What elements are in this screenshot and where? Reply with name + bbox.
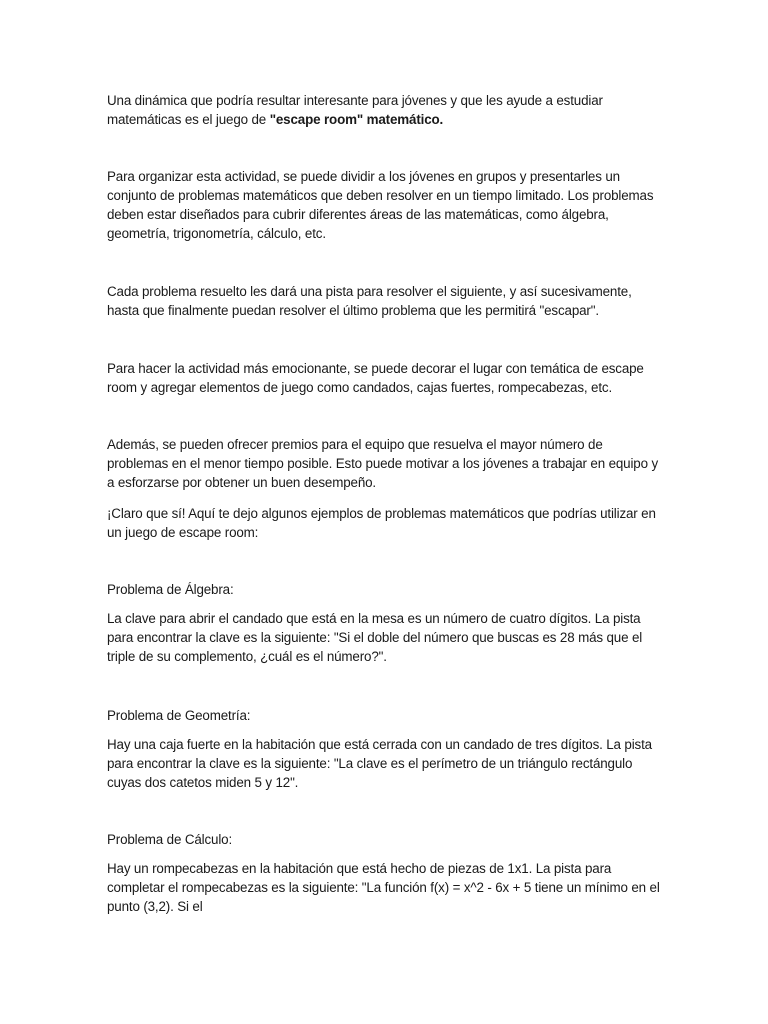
geometry-heading: Problema de Geometría: (107, 708, 251, 723)
intro-paragraph (107, 91, 667, 129)
algebra-heading: Problema de Álgebra: (107, 582, 234, 597)
intro-bold-term: "escape room" matemático. (269, 112, 444, 127)
intro-text: Una dinámica que podría resultar interesante para jóvenes y que les ayude a estudiar matemáticas es el juego de (107, 93, 603, 127)
examples-intro-paragraph: ¡Claro que sí! Aquí te dejo algunos ejemplos de problemas matemáticos que podrías utilizar en un juego de escape room: (107, 506, 656, 540)
geometry-body: Hay una caja fuerte en la habitación que está cerrada con un candado de tres dígitos. La pista para encontrar la clave es la siguiente: "La clave es el perímetro de un triángulo rectángulo cuyas dos catetos miden 5 y 12". (107, 737, 652, 790)
calculus-heading: Problema de Cálculo: (107, 832, 233, 847)
organize-paragraph: Para organizar esta actividad, se puede dividir a los jóvenes en grupos y presentarles un conjunto de problemas matemáticos que deben resolver en un tiempo limitado. Los problemas deben estar diseñados para cubrir diferentes áreas de las matemáticas, como álgebra, geometría, trigonometría, cálculo, etc. (107, 169, 654, 241)
algebra-body: La clave para abrir el candado que está en la mesa es un número de cuatro dígitos. La pista para encontrar la clave es la siguiente: "Si el doble del número que buscas es 28 más que el triple de su complemento, ¿cuál es el número?". (107, 611, 643, 664)
decor-paragraph: Para hacer la actividad más emocionante, se puede decorar el lugar con temática de escape room y agregar elementos de juego como candados, cajas fuertes, rompecabezas, etc. (107, 361, 644, 395)
prizes-paragraph: Además, se pueden ofrecer premios para el equipo que resuelva el mayor número de problemas en el menor tiempo posible. Esto puede motivar a los jóvenes a trabajar en equipo y a esforzarse por obtener un buen desempeño. (107, 437, 659, 490)
clues-paragraph: Cada problema resuelto les dará una pista para resolver el siguiente, y así sucesivamente, hasta que finalmente puedan resolver el último problema que les permitirá "escapar". (107, 284, 632, 318)
calculus-body: Hay un rompecabezas en la habitación que está hecho de piezas de 1x1. La pista para completar el rompecabezas es la siguiente: "La función f(x) = x^2 - 6x + 5 tiene un mínimo en el punto (3,2). Si el (107, 861, 660, 914)
